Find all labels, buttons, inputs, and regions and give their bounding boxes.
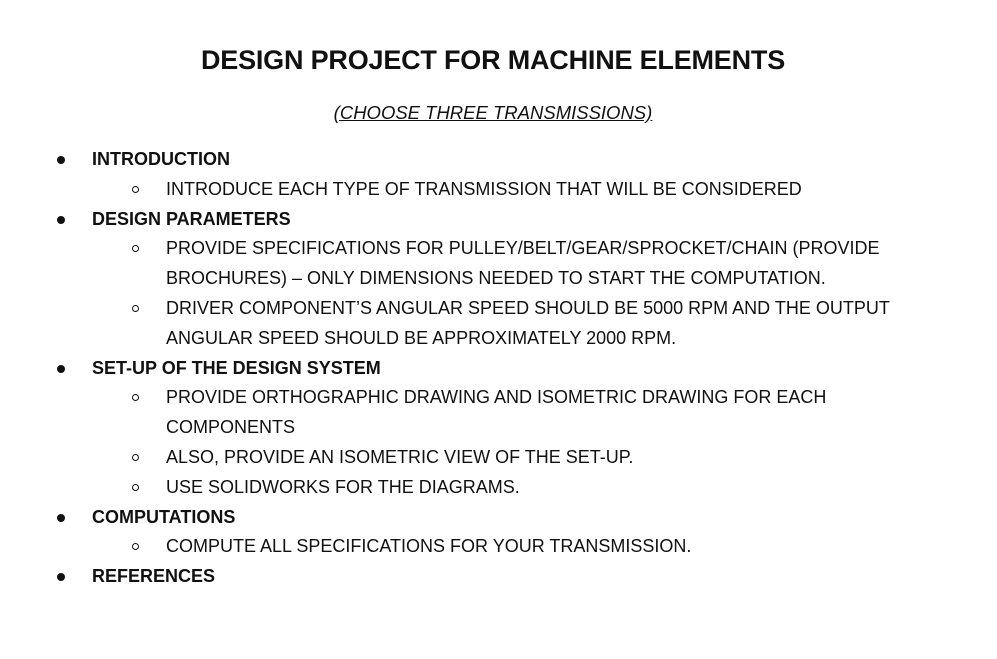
hollow-circle-bullet-icon: [132, 394, 139, 401]
filled-circle-bullet-icon: [57, 514, 65, 522]
section-heading-label: REFERENCES: [92, 566, 216, 587]
list-item-text: USE SOLIDWORKS FOR THE DIAGRAMS.: [166, 476, 520, 497]
page-title: DESIGN PROJECT FOR MACHINE ELEMENTS: [200, 45, 786, 75]
list-item-text: INTRODUCE EACH TYPE OF TRANSMISSION THAT WILL BE CONSIDERED: [166, 178, 802, 199]
section-item-list: [0, 234, 997, 353]
section-heading: [0, 562, 997, 592]
list-item: [0, 294, 997, 354]
outline-section-introduction: [0, 145, 997, 205]
list-item: [0, 234, 997, 294]
filled-circle-bullet-icon: [57, 216, 65, 224]
list-item: [0, 443, 997, 473]
hollow-circle-bullet-icon: [132, 186, 139, 193]
list-item: [0, 473, 997, 503]
list-item-text: DRIVER COMPONENT’S ANGULAR SPEED SHOULD BE 5000 RPM AND THE OUTPUT ANGULAR SPEED SHOULD BE APPROXIMATELY 2000 RPM.: [166, 297, 890, 348]
outline-section-references: [0, 562, 997, 592]
list-item-text: PROVIDE ORTHOGRAPHIC DRAWING AND ISOMETRIC DRAWING FOR EACH COMPONENTS: [166, 387, 827, 438]
section-item-list: [0, 383, 997, 502]
section-heading-label: INTRODUCTION: [92, 149, 230, 169]
section-heading: [0, 503, 997, 533]
filled-circle-bullet-icon: [57, 156, 65, 164]
list-item: [0, 175, 997, 205]
filled-circle-bullet-icon: [57, 365, 65, 373]
section-heading: [0, 354, 997, 384]
section-heading-label: SET-UP OF THE DESIGN SYSTEM: [92, 357, 381, 378]
outline-section-design-parameters: [0, 205, 997, 354]
outline-section-computations: [0, 503, 997, 563]
hollow-circle-bullet-icon: [132, 454, 139, 461]
filled-circle-bullet-icon: [57, 573, 65, 581]
list-item: [0, 532, 997, 562]
section-heading-label: COMPUTATIONS: [92, 506, 236, 527]
page-subtitle: (CHOOSE THREE TRANSMISSIONS): [333, 102, 653, 123]
list-item-text: ALSO, PROVIDE AN ISOMETRIC VIEW OF THE SET-UP.: [166, 446, 634, 467]
list-item-text: PROVIDE SPECIFICATIONS FOR PULLEY/BELT/GEAR/SPROCKET/CHAIN (PROVIDE BROCHURES) – ONLY DIMENSIONS NEEDED TO START THE COMPUTATION.: [166, 238, 880, 289]
section-item-list: [0, 175, 997, 205]
section-heading-label: DESIGN PARAMETERS: [92, 208, 291, 229]
outline-section-setup: [0, 354, 997, 503]
hollow-circle-bullet-icon: [132, 305, 139, 312]
hollow-circle-bullet-icon: [132, 543, 139, 550]
section-item-list: [0, 532, 997, 562]
list-item-text: COMPUTE ALL SPECIFICATIONS FOR YOUR TRANSMISSION.: [166, 536, 692, 557]
outline-list: [0, 145, 997, 592]
section-heading: [0, 205, 997, 235]
hollow-circle-bullet-icon: [132, 245, 139, 252]
section-heading: [0, 145, 997, 175]
hollow-circle-bullet-icon: [132, 484, 139, 491]
list-item: [0, 383, 997, 443]
